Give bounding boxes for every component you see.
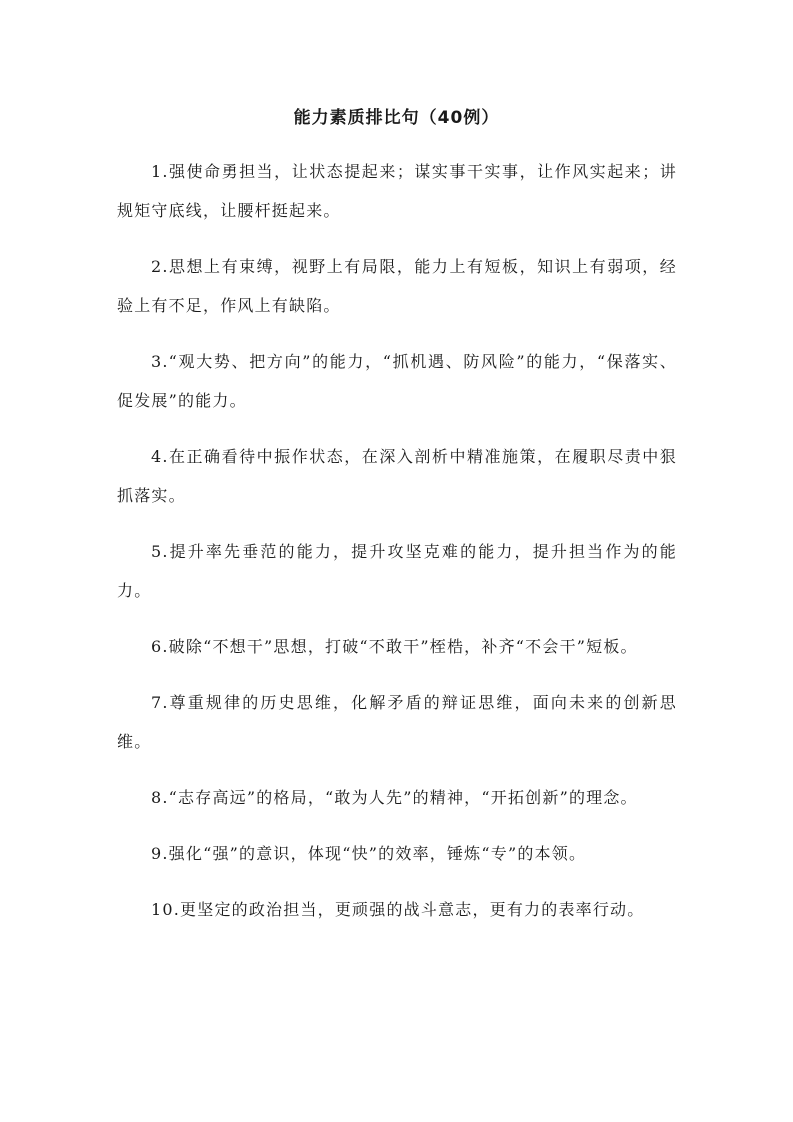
list-item-4: 4.在正确看待中振作状态，在深入剖析中精准施策，在履职尽责中狠抓落实。 xyxy=(117,447,677,505)
list-item-9: 9.强化“强”的意识，体现“快”的效率，锤炼“专”的本领。 xyxy=(151,844,587,863)
list-item-6: 6.破除“不想干”思想，打破“不敢干”桎梏，补齐“不会干”短板。 xyxy=(151,637,638,656)
list-item-7: 7.尊重规律的历史思维，化解矛盾的辩证思维，面向未来的创新思维。 xyxy=(117,693,677,751)
list-item-2: 2.思想上有束缚，视野上有局限，能力上有短板，知识上有弱项，经验上有不足，作风上有缺陷。 xyxy=(117,257,677,315)
document-title: 能力素质排比句（40例） xyxy=(293,108,500,128)
list-item-8: 8.“志存高远”的格局，“敢为人先”的精神，“开拓创新”的理念。 xyxy=(151,788,638,807)
list-item-3: 3.“观大势、把方向”的能力，“抓机遇、防风险”的能力，“保落实、促发展”的能力。 xyxy=(117,352,677,410)
list-item-1: 1.强使命勇担当，让状态提起来；谋实事干实事，让作风实起来；讲规矩守底线，让腰杆挺起来。 xyxy=(117,162,677,220)
document-body xyxy=(117,152,677,946)
list-item-5: 5.提升率先垂范的能力，提升攻坚克难的能力，提升担当作为的能力。 xyxy=(117,542,677,600)
list-item-10: 10.更坚定的政治担当，更顽强的战斗意志，更有力的表率行动。 xyxy=(151,900,645,919)
